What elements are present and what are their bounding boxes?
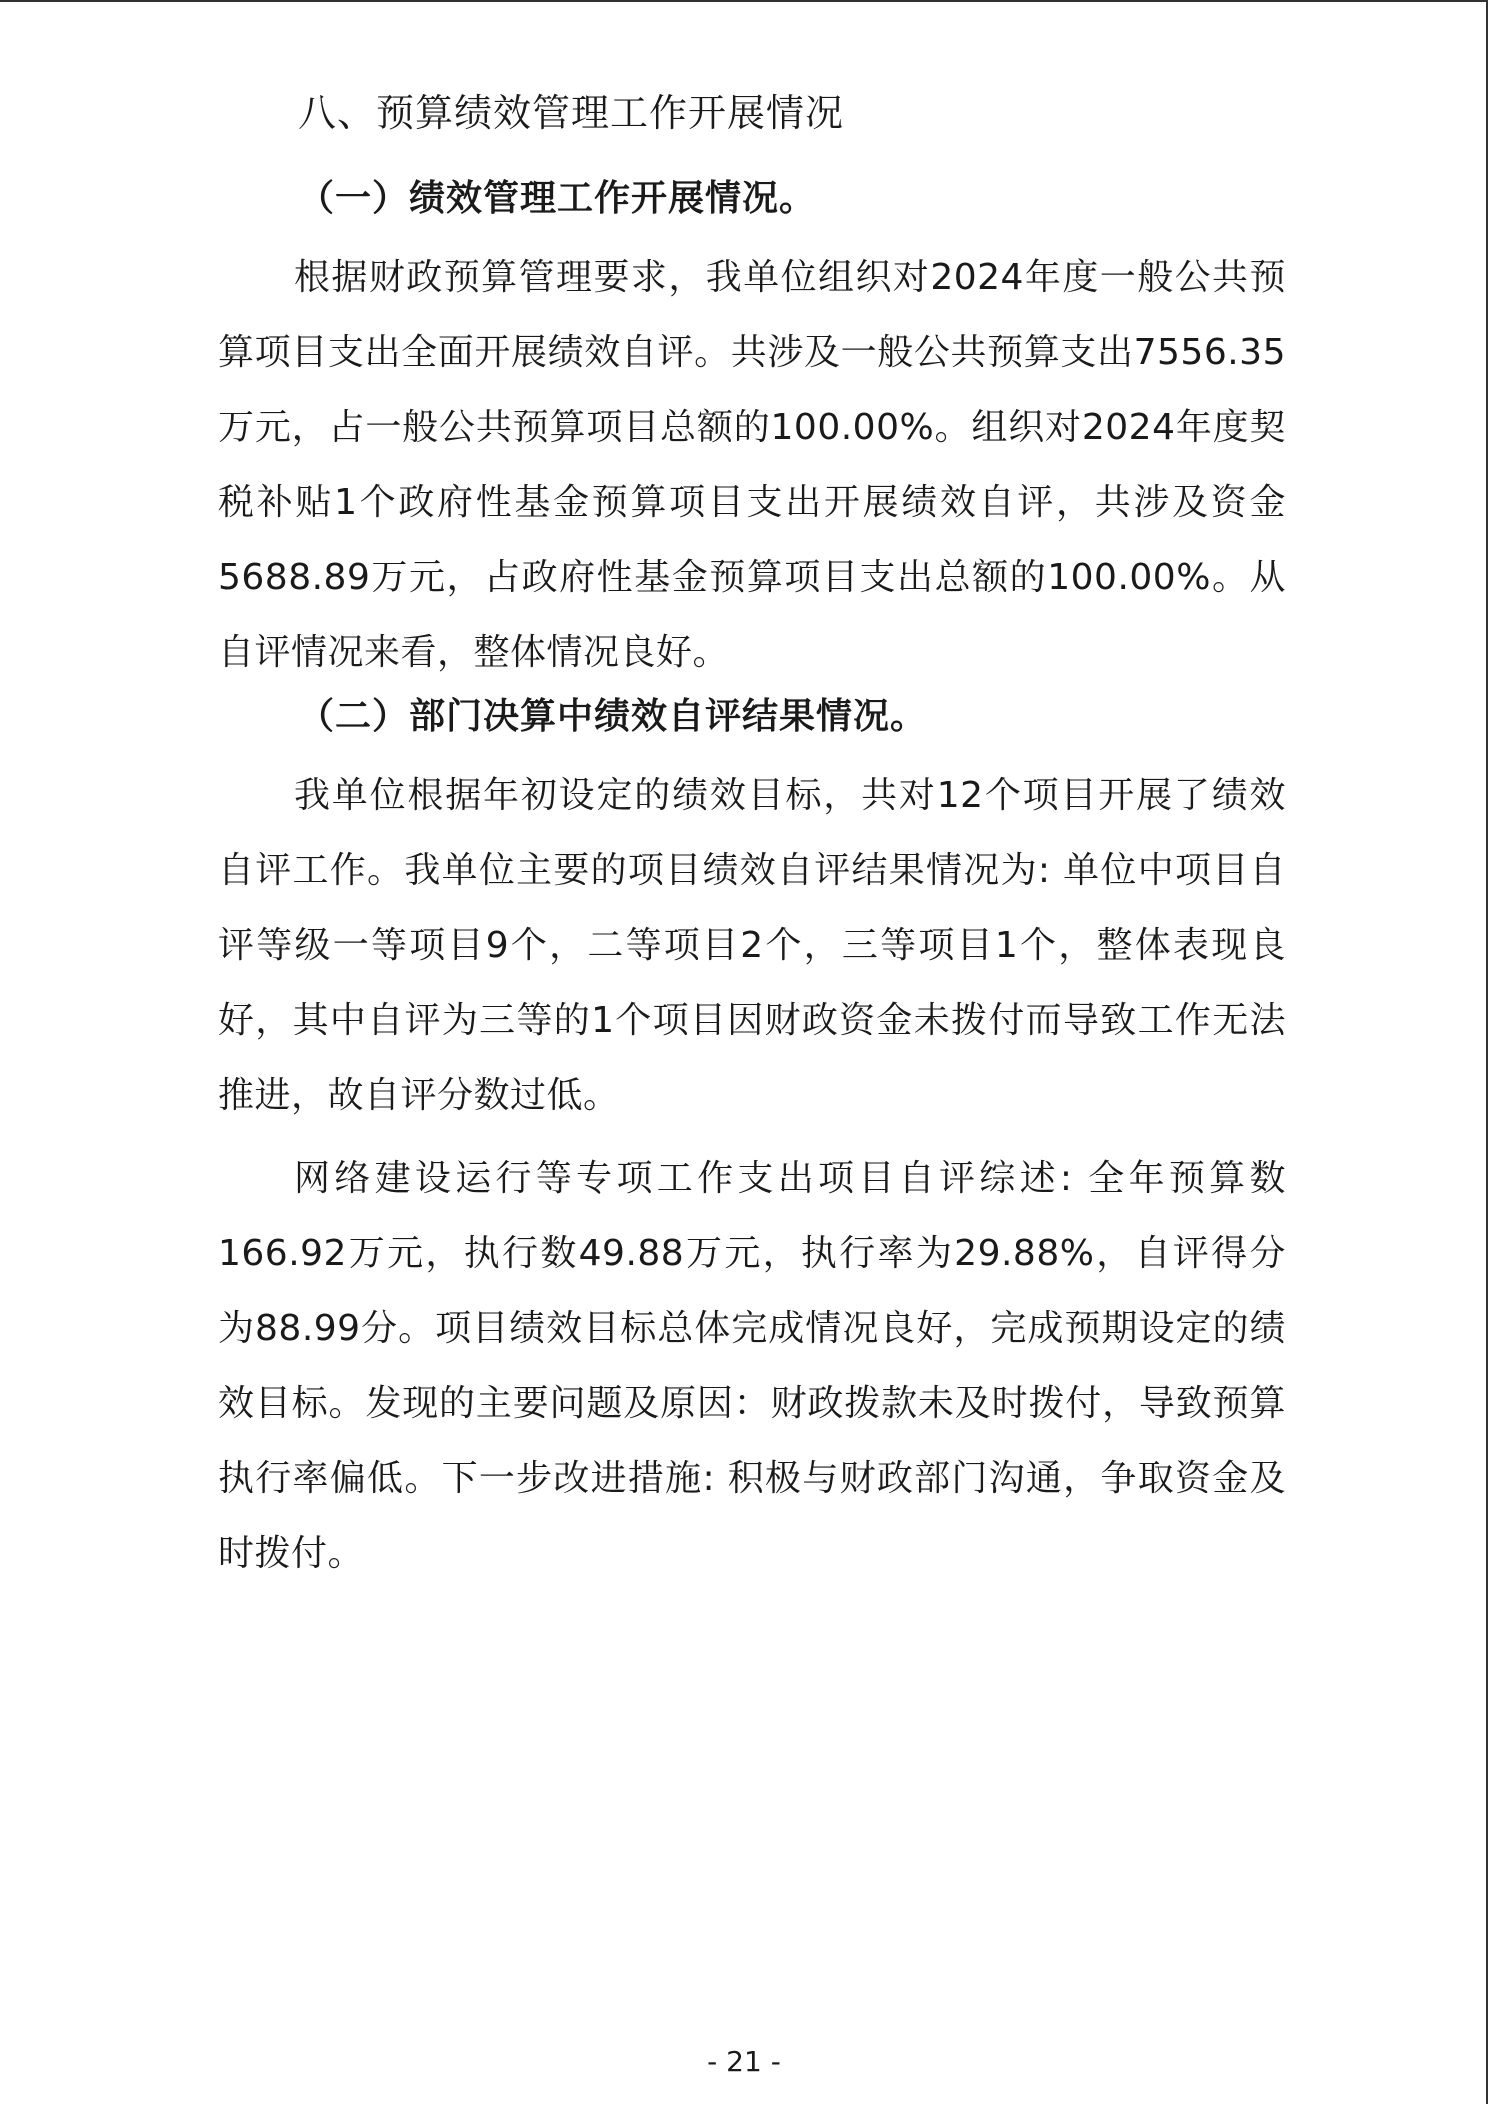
- section-heading: 八、预算绩效管理工作开展情况: [298, 91, 845, 135]
- subsection-heading-2: （二）部门决算中绩效自评结果情况。: [298, 696, 928, 737]
- paragraph-project-summary: 网络建设运行等专项工作支出项目自评综述: 全年预算数166.92万元，执行数49.88万元，执行率为29.88%，自评得分为88.99分。项目绩效目标总体完成情况良好，完成预期设定的绩效目标。发现的主要问题及原因：财政拨款未及时拨付，导致预算执行率偏低。下一步改进措施: 积极与财政部门沟通，争取资金及时拨付。: [218, 1158, 1286, 1574]
- paragraph-self-evaluation-results: 我单位根据年初设定的绩效目标，共对12个项目开展了绩效自评工作。我单位主要的项目绩效自评结果情况为: 单位中项目自评等级一等项目9个，二等项目2个，三等项目1个，整体表现良好，其中自评为三等的1个项目因财政资金未拨付而导致工作无法推进，故自评分数过低。: [218, 775, 1286, 1116]
- page-number: - 21 -: [707, 2045, 781, 2078]
- paragraph-performance-management: 根据财政预算管理要求，我单位组织对2024年度一般公共预算项目支出全面开展绩效自评。共涉及一般公共预算支出7556.35万元，占一般公共预算项目总额的100.00%。组织对2024年度契税补贴1个政府性基金预算项目支出开展绩效自评，共涉及资金5688.89万元，占政府性基金预算项目支出总额的100.00%。从自评情况来看，整体情况良好。: [218, 257, 1286, 673]
- document-body: [218, 88, 1286, 1591]
- subsection-heading-1: （一）绩效管理工作开展情况。: [298, 178, 817, 219]
